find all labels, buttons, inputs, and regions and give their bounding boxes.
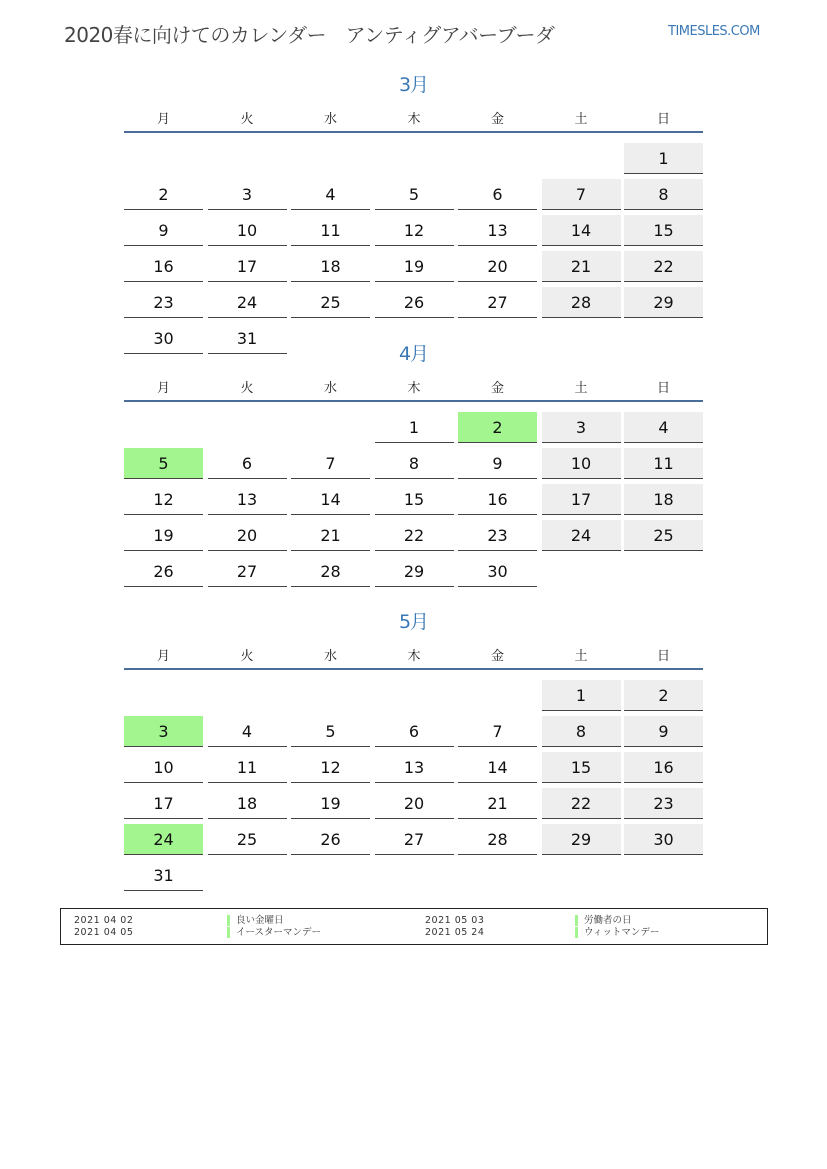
legend-holiday-name: イースターマンデー — [227, 927, 321, 938]
day-cell: 31 — [124, 860, 203, 891]
day-cell: 29 — [375, 556, 454, 587]
day-cell: 3 — [124, 716, 203, 747]
day-cell: 14 — [458, 752, 537, 783]
day-cell: 26 — [124, 556, 203, 587]
weekday-label: 日 — [656, 112, 670, 127]
day-cell: 17 — [542, 484, 621, 515]
day-cell: 15 — [624, 215, 703, 246]
day-cell: 2 — [124, 179, 203, 210]
day-cell: 1 — [375, 412, 454, 443]
day-cell: 14 — [542, 215, 621, 246]
brand-link[interactable]: TIMESLES.COM — [668, 24, 760, 39]
day-cell: 21 — [458, 788, 537, 819]
day-cell: 3 — [208, 179, 287, 210]
day-cell: 31 — [208, 323, 287, 354]
day-cell: 27 — [375, 824, 454, 855]
day-cell: 12 — [375, 215, 454, 246]
day-cell: 8 — [375, 448, 454, 479]
day-cell: 30 — [458, 556, 537, 587]
header-rule — [124, 131, 703, 133]
day-cell: 24 — [542, 520, 621, 551]
day-cell: 13 — [375, 752, 454, 783]
day-cell: 13 — [458, 215, 537, 246]
day-cell: 17 — [124, 788, 203, 819]
day-cell: 26 — [375, 287, 454, 318]
day-cell: 9 — [458, 448, 537, 479]
weekday-header — [124, 645, 703, 665]
day-cell: 29 — [624, 287, 703, 318]
weekday-label: 月 — [156, 381, 170, 396]
legend-date: 2021 05 24 — [425, 927, 485, 938]
day-cell: 14 — [291, 484, 370, 515]
month-title: 5月 — [398, 611, 429, 633]
day-cell: 16 — [624, 752, 703, 783]
legend-date: 2021 05 03 — [425, 915, 485, 926]
day-cell: 11 — [291, 215, 370, 246]
day-cell: 11 — [624, 448, 703, 479]
day-cell: 23 — [458, 520, 537, 551]
day-cell: 27 — [458, 287, 537, 318]
weekday-label: 火 — [240, 649, 254, 664]
weekday-label: 日 — [656, 649, 670, 664]
day-cell: 10 — [124, 752, 203, 783]
day-cell: 26 — [291, 824, 370, 855]
header-rule — [124, 400, 703, 402]
day-cell: 20 — [458, 251, 537, 282]
weekday-label: 水 — [323, 649, 337, 664]
day-cell: 7 — [458, 716, 537, 747]
weekday-label: 木 — [407, 381, 421, 396]
day-cell: 1 — [542, 680, 621, 711]
day-cell: 18 — [624, 484, 703, 515]
day-cell: 8 — [624, 179, 703, 210]
weekday-label: 土 — [574, 381, 588, 396]
day-cell: 19 — [124, 520, 203, 551]
weekday-label: 金 — [490, 112, 504, 127]
day-cell: 17 — [208, 251, 287, 282]
weekday-header — [124, 377, 703, 397]
day-cell: 10 — [542, 448, 621, 479]
day-cell: 9 — [124, 215, 203, 246]
day-cell: 25 — [208, 824, 287, 855]
day-cell: 25 — [291, 287, 370, 318]
day-cell: 18 — [291, 251, 370, 282]
weekday-label: 日 — [656, 381, 670, 396]
day-cell: 6 — [208, 448, 287, 479]
day-cell: 12 — [124, 484, 203, 515]
day-cell: 4 — [208, 716, 287, 747]
day-cell: 19 — [375, 251, 454, 282]
day-cell: 24 — [208, 287, 287, 318]
day-cell: 30 — [624, 824, 703, 855]
day-cell: 29 — [542, 824, 621, 855]
weekday-label: 金 — [490, 649, 504, 664]
weekday-label: 土 — [574, 112, 588, 127]
holiday-legend — [60, 908, 768, 945]
day-cell: 5 — [124, 448, 203, 479]
weekday-label: 水 — [323, 112, 337, 127]
day-cell: 2 — [624, 680, 703, 711]
day-cell: 21 — [291, 520, 370, 551]
day-cell: 12 — [291, 752, 370, 783]
day-cell: 8 — [542, 716, 621, 747]
day-cell: 19 — [291, 788, 370, 819]
weekday-label: 水 — [323, 381, 337, 396]
day-cell: 22 — [542, 788, 621, 819]
day-cell: 22 — [375, 520, 454, 551]
day-cell: 4 — [624, 412, 703, 443]
day-cell: 11 — [208, 752, 287, 783]
day-cell: 15 — [375, 484, 454, 515]
day-cell: 6 — [458, 179, 537, 210]
day-cell: 5 — [375, 179, 454, 210]
weekday-header — [124, 108, 703, 128]
month-title: 3月 — [398, 74, 429, 96]
day-cell: 13 — [208, 484, 287, 515]
day-cell: 20 — [208, 520, 287, 551]
day-cell: 28 — [291, 556, 370, 587]
day-cell: 18 — [208, 788, 287, 819]
legend-date: 2021 04 02 — [74, 915, 134, 926]
day-cell: 10 — [208, 215, 287, 246]
weekday-label: 木 — [407, 112, 421, 127]
day-cell: 27 — [208, 556, 287, 587]
day-cell: 24 — [124, 824, 203, 855]
day-cell: 28 — [542, 287, 621, 318]
legend-holiday-name: 良い金曜日 — [227, 915, 284, 926]
day-cell: 6 — [375, 716, 454, 747]
legend-date: 2021 04 05 — [74, 927, 134, 938]
day-cell: 16 — [124, 251, 203, 282]
day-cell: 1 — [624, 143, 703, 174]
legend-holiday-name: 労働者の日 — [575, 915, 632, 926]
day-cell: 28 — [458, 824, 537, 855]
day-cell: 23 — [124, 287, 203, 318]
weekday-label: 火 — [240, 381, 254, 396]
weekday-label: 金 — [490, 381, 504, 396]
header-rule — [124, 668, 703, 670]
day-cell: 22 — [624, 251, 703, 282]
legend-holiday-name: ウィットマンデー — [575, 927, 659, 938]
day-cell: 16 — [458, 484, 537, 515]
day-cell: 25 — [624, 520, 703, 551]
day-cell: 20 — [375, 788, 454, 819]
day-cell: 30 — [124, 323, 203, 354]
day-cell: 21 — [542, 251, 621, 282]
weekday-label: 火 — [240, 112, 254, 127]
month-title: 4月 — [398, 343, 429, 365]
day-cell: 15 — [542, 752, 621, 783]
day-cell: 7 — [291, 448, 370, 479]
day-cell: 7 — [542, 179, 621, 210]
page-title: 2020春に向けてのカレンダー アンティグアバーブーダ — [64, 23, 555, 47]
weekday-label: 土 — [574, 649, 588, 664]
weekday-label: 月 — [156, 112, 170, 127]
weekday-label: 月 — [156, 649, 170, 664]
day-cell: 2 — [458, 412, 537, 443]
day-cell: 3 — [542, 412, 621, 443]
day-cell: 23 — [624, 788, 703, 819]
day-cell: 5 — [291, 716, 370, 747]
weekday-label: 木 — [407, 649, 421, 664]
day-cell: 4 — [291, 179, 370, 210]
day-cell: 9 — [624, 716, 703, 747]
